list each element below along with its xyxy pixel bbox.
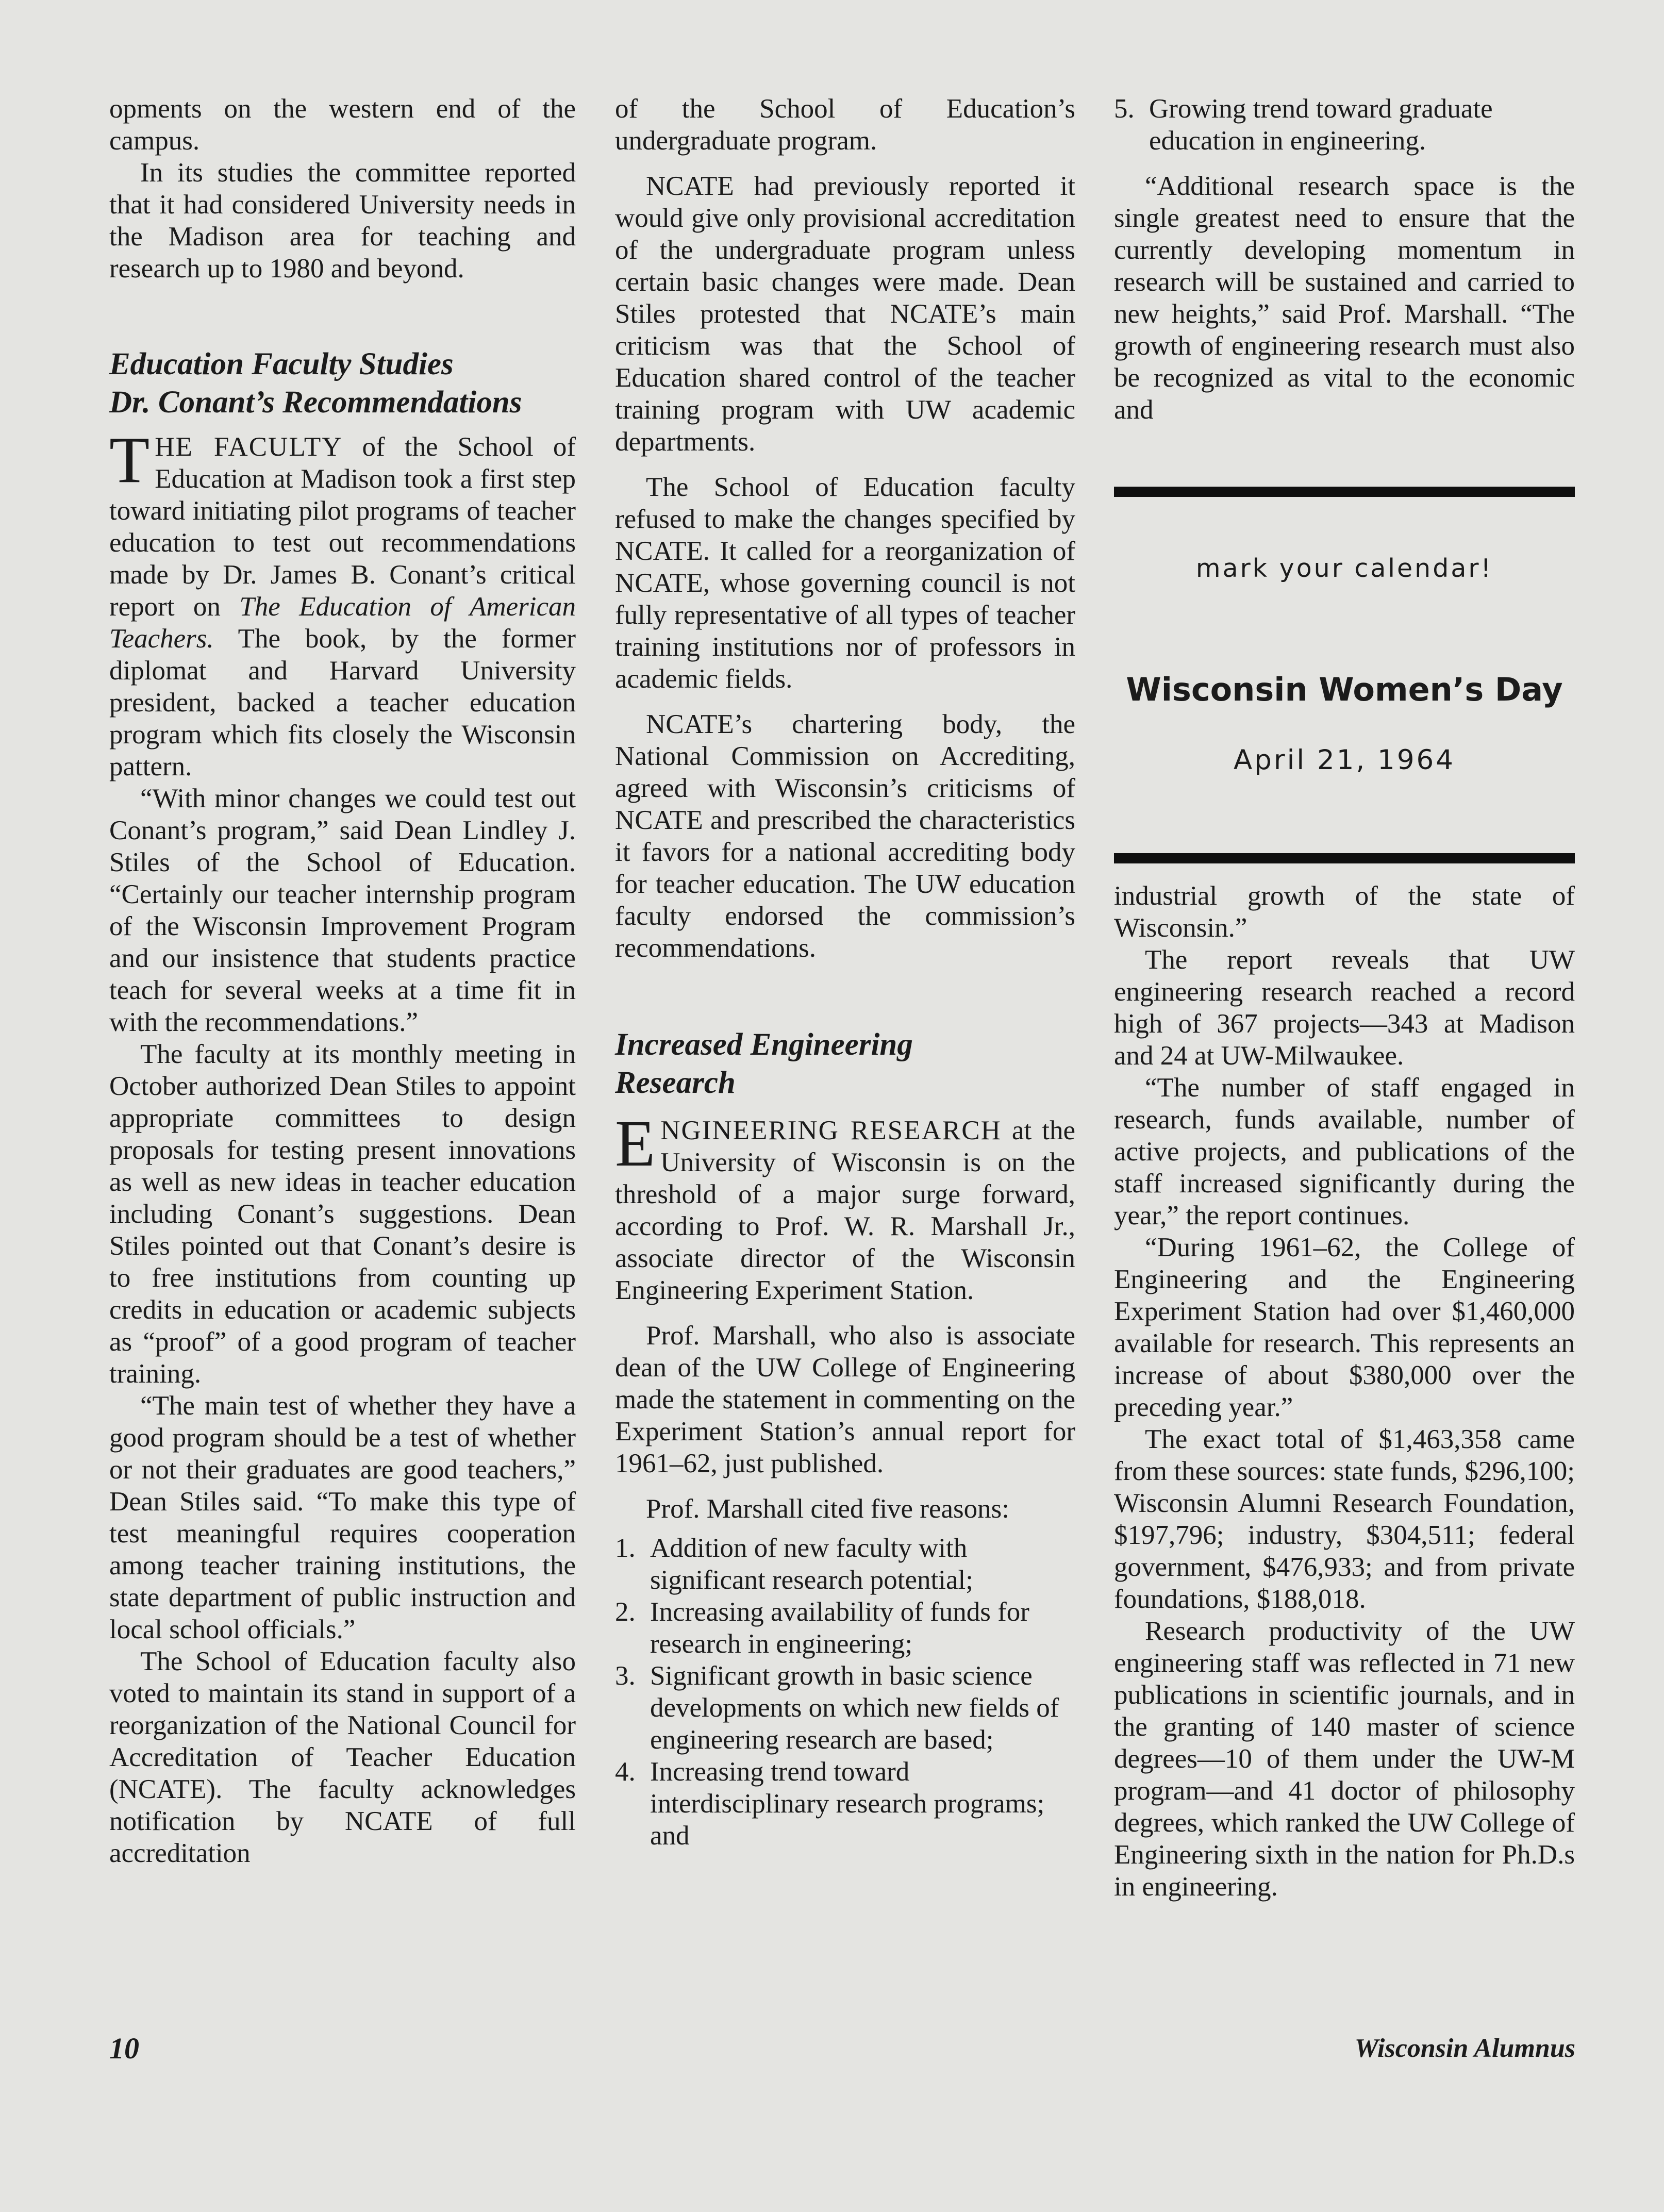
col3-paragraph-6: The exact total of $1,463,358 came from these sources: state funds, $296,100; Wisconsin Alumni Research Foundation, $197,796; industry, $304,511; federal government, $476,933; and from private foundations, $188,018. (1114, 1424, 1575, 1614)
col2-paragraph-6: Prof. Marshall, who also is associate dean of the UW College of Engineering made the statement in commenting on the Experiment Station’s annual report for 1961–62, just published. (615, 1321, 1075, 1478)
col2-paragraph-3: The School of Education faculty refused to make the changes specified by NCATE. It called for a reorganization of NCATE, whose governing council is not fully representative of all types of teacher training institutions nor of professors in academic fields. (615, 472, 1075, 694)
heading-education-faculty (109, 345, 576, 422)
calendar-box (1114, 554, 1575, 776)
drop-cap-e: E (615, 1107, 656, 1180)
drop-cap-t: T (109, 423, 150, 496)
col3-paragraph-2: industrial growth of the state of Wisconsin.” (1114, 881, 1575, 943)
heading-education-line1: Education Faculty Studies (109, 347, 454, 381)
col1-paragraph-2: In its studies the committee reported that it had considered University needs in the Madison area for teaching and research up to 1980 and beyond. (109, 158, 576, 284)
reason-number: 3. (615, 1661, 636, 1691)
col3-paragraph-4: “The number of staff engaged in research, funds available, number of active projects, and publications of the staff increased significantly during the year,” the report continues. (1114, 1073, 1575, 1230)
calendar-header: mark your calendar! (1195, 554, 1493, 583)
col1-paragraph-5: The faculty at its monthly meeting in October authorized Dean Stiles to appoint appropriate committees to design proposals for testing present innovations as well as new ideas in teacher education including Conant’s suggestions. Dean Stiles pointed out that Conant’s desire is to free institutions from counting up credits in education or academic subjects as “proof” of a good program of teacher training. (109, 1039, 576, 1389)
reason-number: 5. (1114, 94, 1135, 124)
reason-item-4 (615, 1756, 1075, 1852)
col2-paragraph-4: NCATE’s chartering body, the National Commission on Accrediting, agreed with Wisconsin’s criticisms of NCATE and prescribed the characteristics it favors for a national accrediting body for teacher education. The UW education faculty endorsed the commission’s recommendations. (615, 709, 1075, 963)
column-1 (109, 93, 576, 1869)
reason-item-3 (615, 1660, 1075, 1756)
lead-in-engineering-research: NGINEERING RESEARCH (660, 1116, 1002, 1145)
heading-increased-engineering (615, 1026, 1075, 1102)
reason-text: Significant growth in basic science developments on which new fields of engineering research are based; (650, 1661, 1059, 1755)
reasons-list (615, 1532, 1075, 1852)
column-3 (1114, 93, 1575, 1903)
reason-item-5 (1114, 93, 1575, 157)
lead-in-the-faculty: HE FACULTY (155, 432, 343, 462)
col1-paragraph-3 (109, 423, 576, 783)
col3-paragraph-1: “Additional research space is the single greatest need to ensure that the currently developing momentum in research will be sustained and carried to new heights,” said Prof. Marshall. “The growth of engineering research must also be recognized as vital to the economic and (1114, 171, 1575, 425)
reason-number: 2. (615, 1597, 636, 1627)
col2-paragraph-7: Prof. Marshall cited five reasons: (646, 1494, 1009, 1524)
col1-paragraph-3-b: The book, by the former diplomat and Harvard University president, backed a teacher education program which fits closely the Wisconsin pattern. (109, 624, 576, 781)
col3-paragraph-3: The report reveals that UW engineering research reached a record high of 367 projects—343 at Madison and 24 at UW-Milwaukee. (1114, 945, 1575, 1071)
col2-paragraph-5 (615, 1107, 1075, 1306)
book-title: The Education of American Teachers. (109, 592, 576, 654)
calendar-bottom-rule (1114, 853, 1575, 863)
calendar-event-title: Wisconsin Women’s Day (1126, 671, 1563, 708)
reason-number: 4. (615, 1757, 636, 1787)
calendar-event-date: April 21, 1964 (1233, 744, 1455, 776)
reason-number: 1. (615, 1533, 636, 1563)
col2-paragraph-5-rest: at the University of Wisconsin is on the threshold of a major surge forward, according to Prof. W. R. Marshall Jr., associate director of the Wisconsin Engineering Experiment Station. (615, 1116, 1075, 1305)
col1-paragraph-6: “The main test of whether they have a good program should be a test of whether or not their graduates are good teachers,” Dean Stiles said. “To make this type of test meaningful requires cooperation among teacher training institutions, the state department of public instruction and local school officials.” (109, 1391, 576, 1644)
column-2 (615, 93, 1075, 1852)
page-number: 10 (109, 2032, 139, 2065)
heading-engineering-line1: Increased Engineering (615, 1027, 913, 1062)
reason-item-2 (615, 1596, 1075, 1660)
heading-education-line2: Dr. Conant’s Recommendations (109, 385, 522, 420)
col2-paragraph-2: NCATE had previously reported it would give only provisional accreditation of the undergraduate program unless certain basic changes were made. Dean Stiles protested that NCATE’s main criticism was that the School of Education shared control of the teacher training program with UW academic departments. (615, 171, 1075, 457)
calendar-top-rule (1114, 487, 1575, 497)
col3-paragraph-7: Research productivity of the UW engineering staff was reflected in 71 new publications in scientific journals, and in the granting of 140 master of science degrees—10 of them under the UW-M program—and 41 doctor of philosophy degrees, which ranked the UW College of Engineering sixth in the nation for Ph.D.s in engineering. (1114, 1616, 1575, 1902)
reasons-list-continued (1114, 93, 1575, 157)
heading-engineering-line2: Research (615, 1066, 736, 1100)
col1-paragraph-7: The School of Education faculty also voted to maintain its stand in support of a reorganization of the National Council for Accreditation of Teacher Education (NCATE). The faculty acknowledges notification by NCATE of full accreditation (109, 1646, 576, 1868)
reason-text: Growing trend toward graduate education in engineering. (1149, 94, 1493, 156)
reason-text: Addition of new faculty with significant research potential; (650, 1533, 973, 1595)
reason-text: Increasing availability of funds for research in engineering; (650, 1597, 1029, 1659)
reason-item-1 (615, 1532, 1075, 1596)
col3-paragraph-5: “During 1961–62, the College of Engineering and the Engineering Experiment Station had over $1,460,000 available for research. This represents an increase of about $380,000 over the preceding year.” (1114, 1233, 1575, 1422)
col1-paragraph-4: “With minor changes we could test out Conant’s program,” said Dean Lindley J. Stiles of the School of Education. “Certainly our teacher internship program of the Wisconsin Improvement Program and our insistence that students practice teach for several weeks at a time fit in with the recommendations.” (109, 784, 576, 1037)
col1-paragraph-1: opments on the western end of the campus. (109, 94, 576, 156)
magazine-title: Wisconsin Alumnus (1354, 2034, 1575, 2063)
reason-text: Increasing trend toward interdisciplinary research programs; and (650, 1757, 1045, 1851)
col2-paragraph-1: of the School of Education’s undergraduate program. (615, 94, 1075, 156)
col1-paragraph-3-a: of the School of Education at Madison took a first step toward initiating pilot programs of teacher education to test out recommendations made by Dr. James B. Conant’s critical report on (109, 432, 576, 622)
